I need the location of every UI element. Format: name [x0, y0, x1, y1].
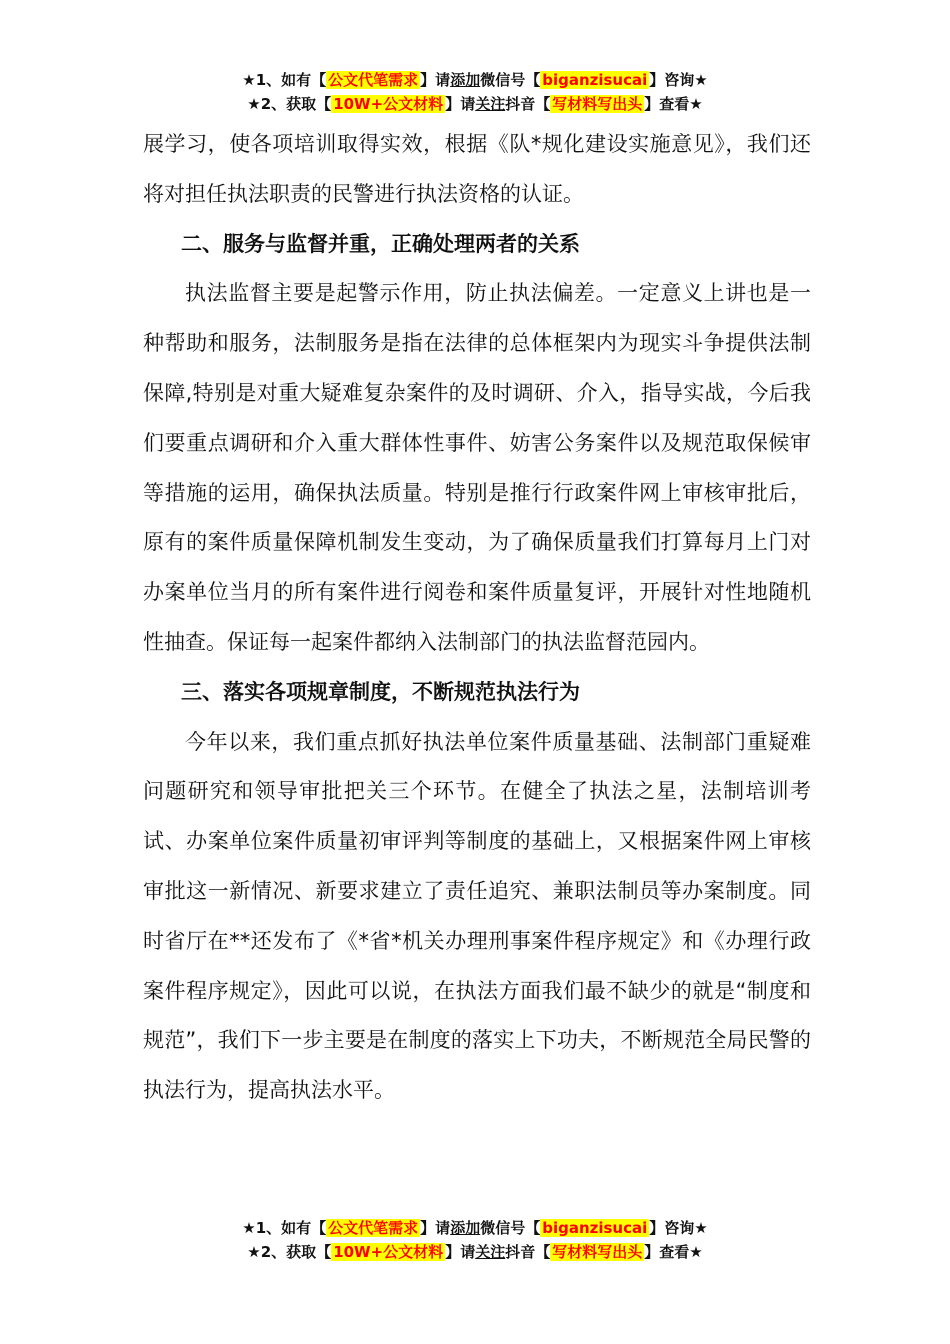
- footer-line-2-mid2: 抖音【: [505, 1243, 551, 1261]
- banner-line-1-mid1: 】请: [420, 71, 451, 89]
- banner-line-1-mid2: 微信号【: [480, 71, 541, 89]
- section-3-paragraph: 今年以来，我们重点抓好执法单位案件质量基础、法制部门重疑难问题研究和领导审批把关三个环节。在健全了执法之星，法制培训考试、办案单位案件质量初审评判等制度的基础上，又根据案件网上审核审批这一新情况、新要求建立了责任追究、兼职法制员等办案制度。同时省厅在**还发布了《*省*机关办理刑事案件程序规定》和《办理行政案件程序规定》，因此可以说，在执法方面我们最不缺少的就是“制度和规范”，我们下一步主要是在制度的落实上下功夫，不断规范全局民警的执法行为，提高执法水平。: [143, 729, 811, 1103]
- banner-line-1-prefix: ★1、如有【: [242, 71, 327, 89]
- banner-line-2-suffix: 】查看★: [644, 95, 703, 113]
- footer-highlight-wechat-id: biganzisucai: [542, 1219, 648, 1237]
- footer-highlight-service: 公文代笔需求: [328, 1219, 419, 1237]
- footer-line-1-underlined: 添加: [450, 1219, 481, 1237]
- footer-line-2-suffix: 】查看★: [644, 1243, 703, 1261]
- footer-line-1-prefix: ★1、如有【: [242, 1219, 327, 1237]
- document-body: [143, 120, 811, 1116]
- banner-highlight-douyin-id: 写材料写出头: [552, 95, 643, 113]
- banner-line-2-mid2: 抖音【: [505, 95, 551, 113]
- footer-line-1-mid1: 】请: [420, 1219, 451, 1237]
- banner-highlight-materials: 10W+公文材料: [333, 95, 444, 113]
- banner-line-1-suffix: 】咨询★: [649, 71, 708, 89]
- banner-line-2-mid1: 】请: [445, 95, 476, 113]
- banner-line-2-prefix: ★2、获取【: [247, 95, 332, 113]
- footer-banner-line-2: [0, 1240, 950, 1264]
- footer-banner-line-1: [0, 1216, 950, 1240]
- footer-line-1-mid2: 微信号【: [480, 1219, 541, 1237]
- footer-line-2-mid1: 】请: [445, 1243, 476, 1261]
- footer-line-1-suffix: 】咨询★: [649, 1219, 708, 1237]
- intro-continuation-paragraph: 展学习，使各项培训取得实效，根据《队*规化建设实施意见》，我们还将对担任执法职责的民警进行执法资格的认证。: [143, 132, 811, 206]
- footer-highlight-materials: 10W+公文材料: [333, 1243, 444, 1261]
- banner-highlight-wechat-id: biganzisucai: [542, 71, 648, 89]
- section-2-heading: 二、服务与监督并重，正确处理两者的关系: [181, 231, 580, 256]
- banner-highlight-service: 公文代笔需求: [328, 71, 419, 89]
- banner-line-2: [0, 92, 950, 116]
- footer-line-2-prefix: ★2、获取【: [247, 1243, 332, 1261]
- section-2-paragraph: 执法监督主要是起警示作用，防止执法偏差。一定意义上讲也是一种帮助和服务，法制服务是指在法律的总体框架内为现实斗争提供法制保障,特别是对重大疑难复杂案件的及时调研、介入，指导实战，今后我们要重点调研和介入重大群体性事件、妨害公务案件以及规范取保候审等措施的运用，确保执法质量。特别是推行行政案件网上审核审批后，原有的案件质量保障机制发生变动，为了确保质量我们打算每月上门对办案单位当月的所有案件进行阅卷和案件质量复评，开展针对性地随机性抽查。保证每一起案件都纳入法制部门的执法监督范园内。: [143, 281, 811, 654]
- footer-highlight-douyin-id: 写材料写出头: [552, 1243, 643, 1261]
- footer-line-2-underlined: 关注: [475, 1243, 506, 1261]
- banner-line-1-underlined: 添加: [450, 71, 481, 89]
- header-banner: [0, 68, 950, 116]
- banner-line-2-underlined: 关注: [475, 95, 506, 113]
- banner-line-1: [0, 68, 950, 92]
- footer-banner: [0, 1216, 950, 1264]
- section-3-heading: 三、落实各项规章制度，不断规范执法行为: [181, 679, 580, 704]
